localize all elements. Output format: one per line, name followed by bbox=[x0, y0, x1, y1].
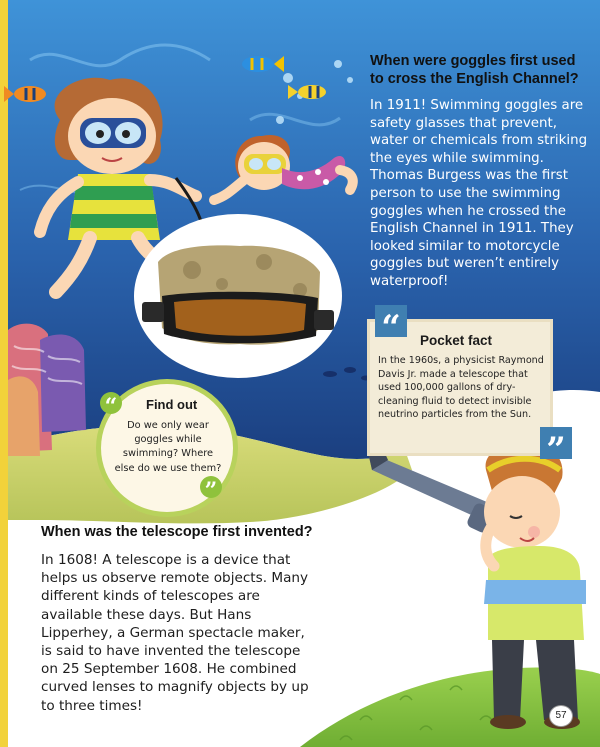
close-quote-icon: ” bbox=[200, 476, 222, 498]
pocket-fact-title: Pocket fact bbox=[420, 333, 493, 348]
goggles-question-heading: When were goggles first used to cross the English Channel? bbox=[370, 53, 579, 87]
telescope-answer-text: In 1608! A telescope is a device that helps us observe remote objects. Many different kinds of telescopes are available these days. But Hans Lipperhey, a German spectacle maker, is said to have invented the telescope on 25 September 1608. He combined curved lenses to magnify objects by up to three times! bbox=[41, 552, 309, 714]
close-quote-icon: ” bbox=[540, 427, 572, 459]
pocket-fact-text: In the 1960s, a physicist Raymond Davis Jr. made a telescope that used 100,000 gallons of dry-cleaning fluid to detect invisible neutrino particles from the Sun. bbox=[378, 355, 544, 421]
page-number: 57 bbox=[549, 705, 573, 727]
open-quote-icon: “ bbox=[100, 392, 122, 414]
find-out-title: Find out bbox=[146, 397, 198, 412]
telescope-question-heading: When was the telescope first invented? bbox=[41, 524, 313, 540]
goggles-answer-text: In 1911! Swimming goggles are safety glasses that prevent, water or chemicals from striking the eyes while swimming. Thomas Burgess was the first person to use the swimming goggles when he crossed the English Channel in 1911. They looked similar to motorcycle goggles but weren’t entirely waterproof! bbox=[370, 98, 588, 289]
find-out-text: Do we only wear goggles while swimming? Where else do we use them? bbox=[114, 420, 222, 474]
old-goggles-illustration bbox=[134, 214, 342, 378]
open-quote-icon: “ bbox=[375, 305, 407, 337]
